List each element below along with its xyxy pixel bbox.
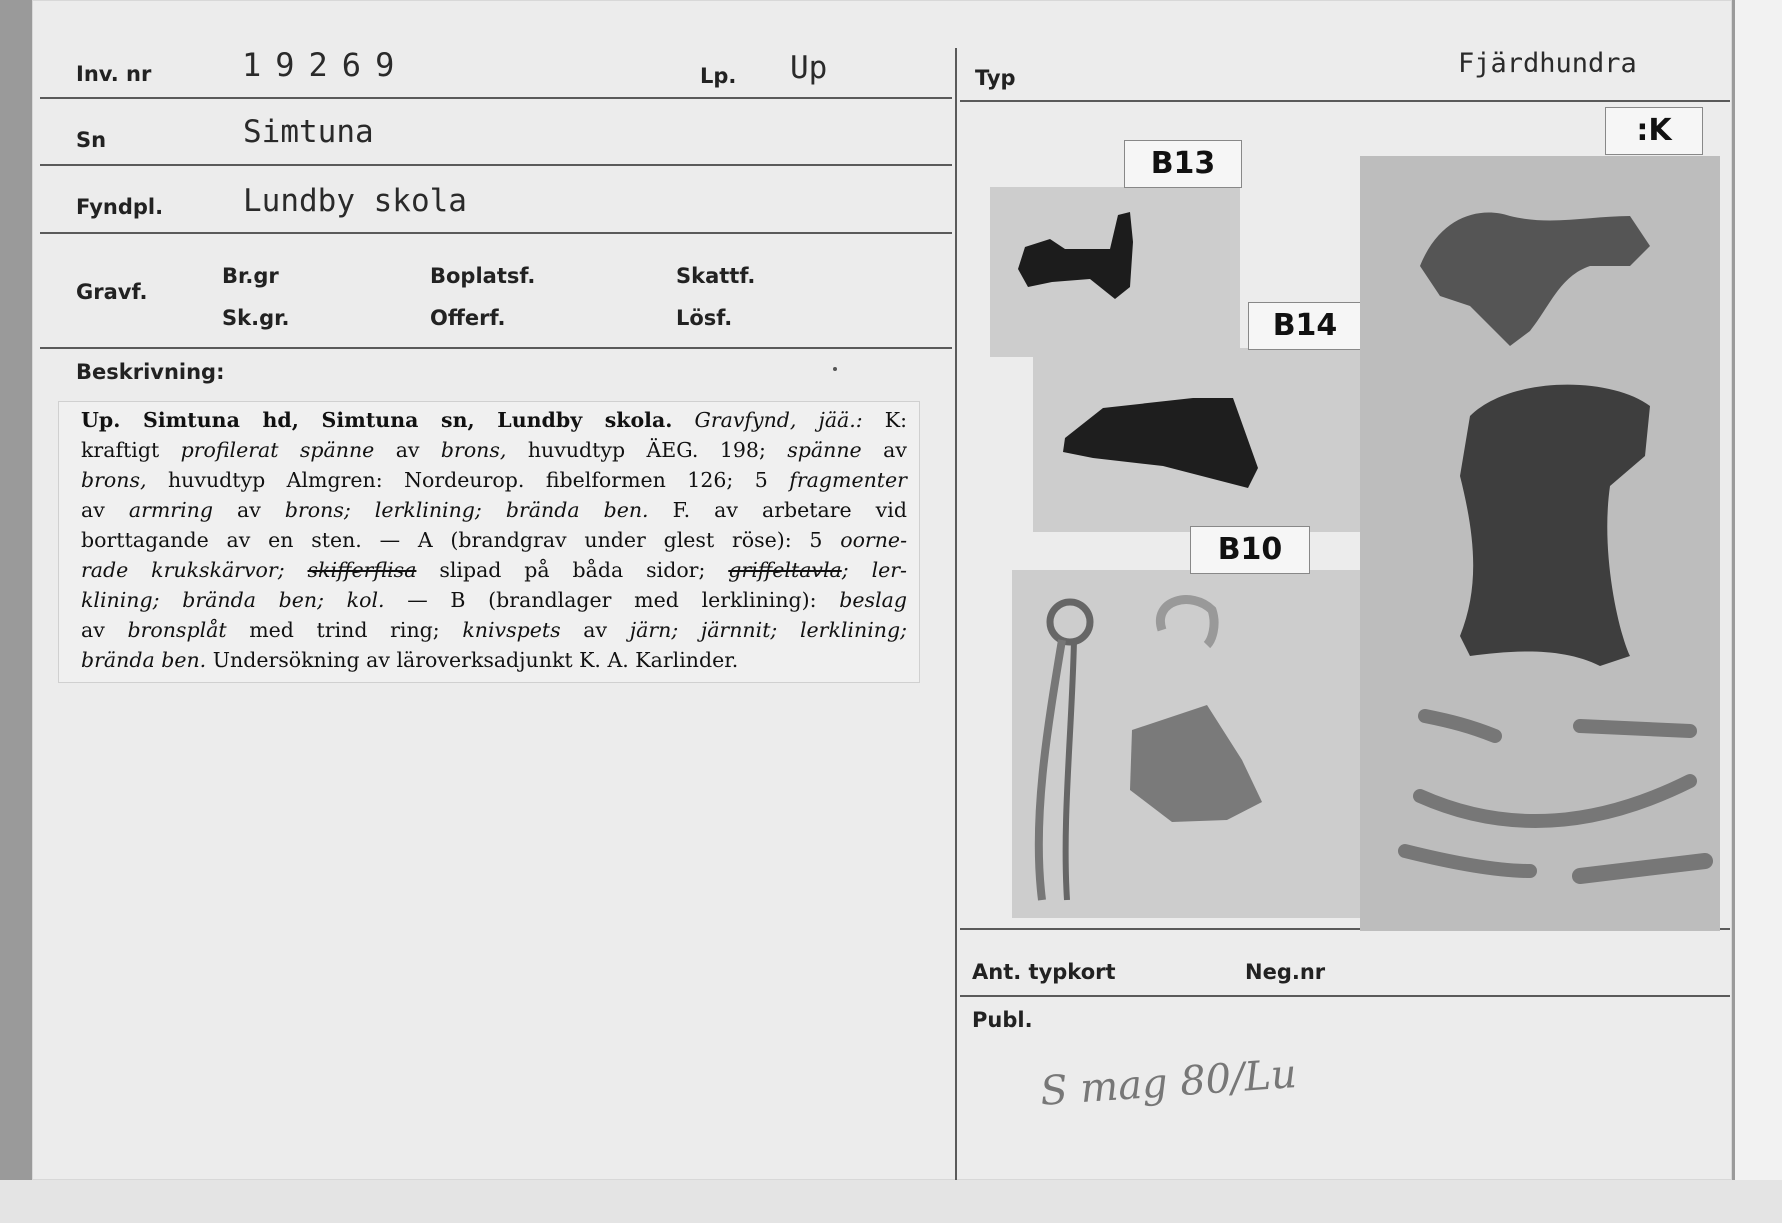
desc-text: fragmenter — [789, 468, 907, 492]
desc-text: huvudtyp Almgren: Nordeurop. fibelformen 126; 5 — [167, 468, 768, 492]
desc-line-6 — [81, 558, 907, 582]
desc-text: — B (brandlager med lerklining): — [407, 588, 817, 612]
desc-text: brons, — [81, 468, 147, 492]
desc-text: bronsplåt — [127, 618, 227, 642]
desc-text: brons; lerklining; brända ben. — [284, 498, 649, 522]
sn-label: Sn — [76, 128, 107, 152]
desc-text: spänne — [787, 438, 862, 462]
desc-text: av — [583, 618, 608, 642]
desc-text: profilerat spänne — [180, 438, 375, 462]
desc-line-4 — [81, 498, 907, 522]
desc-text: Gravfynd, jää.: — [694, 408, 863, 432]
column-divider — [955, 48, 957, 1180]
desc-line-3 — [81, 468, 907, 492]
gravf-label: Gravf. — [76, 280, 148, 304]
desc-line-1 — [81, 408, 907, 432]
desc-text: järn; järnnit; lerklining; — [629, 618, 907, 642]
br-gr-label: Br.gr — [222, 264, 279, 288]
desc-text: med trind ring; — [249, 618, 440, 642]
tag-k: :K — [1605, 107, 1703, 155]
desc-text: ; ler- — [841, 558, 907, 582]
desc-text: F. av arbetare vid — [672, 498, 907, 522]
artifact-b10 — [1012, 570, 1365, 918]
typ-value: Fjärdhundra — [1458, 48, 1637, 79]
rule-row-2 — [40, 164, 952, 166]
handwritten-publ-note: S mag 80/Lu — [1038, 1051, 1299, 1115]
desc-text: huvudtyp ÄEG. 198; — [527, 438, 766, 462]
desc-text-struck: griffeltavla — [728, 558, 842, 582]
desc-text: klining; brända ben; kol. — [81, 588, 385, 612]
scan-margin-right — [1735, 0, 1782, 1223]
rule-row-4 — [40, 347, 952, 349]
sn-value: Simtuna — [243, 114, 374, 150]
desc-text: knivspets — [462, 618, 561, 642]
inv-nr-label: Inv. nr — [76, 62, 152, 86]
artifact-b13 — [990, 187, 1240, 357]
desc-line-7 — [81, 588, 907, 612]
desc-line-9 — [81, 648, 907, 672]
tag-b14: B14 — [1248, 302, 1362, 350]
rule-row-3 — [40, 232, 952, 234]
artifact-b14 — [1033, 348, 1363, 532]
description-slip — [58, 401, 920, 683]
desc-text: av — [81, 498, 105, 522]
desc-text-struck: skifferflisa — [307, 558, 417, 582]
rule-ant-bottom — [960, 995, 1730, 997]
inv-nr-value: 19269 — [242, 46, 409, 84]
lp-label: Lp. — [700, 64, 737, 88]
publ-label: Publ. — [972, 1008, 1033, 1032]
photo-k — [1360, 156, 1720, 931]
beskrivning-label: Beskrivning: — [76, 360, 225, 384]
speck — [833, 367, 837, 371]
desc-text: armring — [128, 498, 213, 522]
desc-text: av — [81, 618, 105, 642]
desc-text: brända ben. — [81, 648, 207, 672]
tag-b13: B13 — [1124, 140, 1242, 188]
desc-text: beslag — [839, 588, 907, 612]
sk-gr-label: Sk.gr. — [222, 306, 290, 330]
offerf-label: Offerf. — [430, 306, 506, 330]
desc-text: brons, — [440, 438, 507, 462]
desc-text: Up. Simtuna hd, Simtuna sn, Lundby skola. — [81, 408, 673, 432]
typ-label: Typ — [975, 66, 1016, 90]
boplatsf-label: Boplatsf. — [430, 264, 536, 288]
skattf-label: Skattf. — [676, 264, 756, 288]
rule-typ — [960, 100, 1730, 102]
lp-value: Up — [790, 50, 828, 86]
rule-row-1 — [40, 97, 952, 99]
desc-text: Undersökning av läroverksadjunkt K. A. Karlinder. — [212, 648, 739, 672]
artifact-k — [1360, 156, 1720, 931]
desc-text: av — [395, 438, 420, 462]
desc-text: K: — [884, 408, 907, 432]
fyndpl-label: Fyndpl. — [76, 195, 164, 219]
photo-b14 — [1033, 348, 1363, 532]
desc-text: kraftigt — [81, 438, 160, 462]
fyndpl-value: Lundby skola — [243, 183, 467, 219]
losf-label: Lösf. — [676, 306, 733, 330]
desc-line-8 — [81, 618, 907, 642]
desc-text: borttagande av en sten. — A (brandgrav under glest röse): 5 — [81, 528, 823, 552]
desc-text: av — [237, 498, 261, 522]
desc-text: av — [883, 438, 907, 462]
desc-text: oorne- — [840, 528, 907, 552]
desc-line-2 — [81, 438, 907, 462]
desc-line-5 — [81, 528, 907, 552]
scan-margin-bottom — [0, 1180, 1782, 1223]
photo-b10 — [1012, 570, 1365, 918]
ant-typkort-label: Ant. typkort — [972, 960, 1116, 984]
desc-text: slipad på båda sidor; — [439, 558, 706, 582]
photo-b13 — [990, 187, 1240, 357]
desc-text: rade krukskärvor; — [81, 558, 285, 582]
tag-b10: B10 — [1190, 526, 1310, 574]
neg-nr-label: Neg.nr — [1245, 960, 1326, 984]
